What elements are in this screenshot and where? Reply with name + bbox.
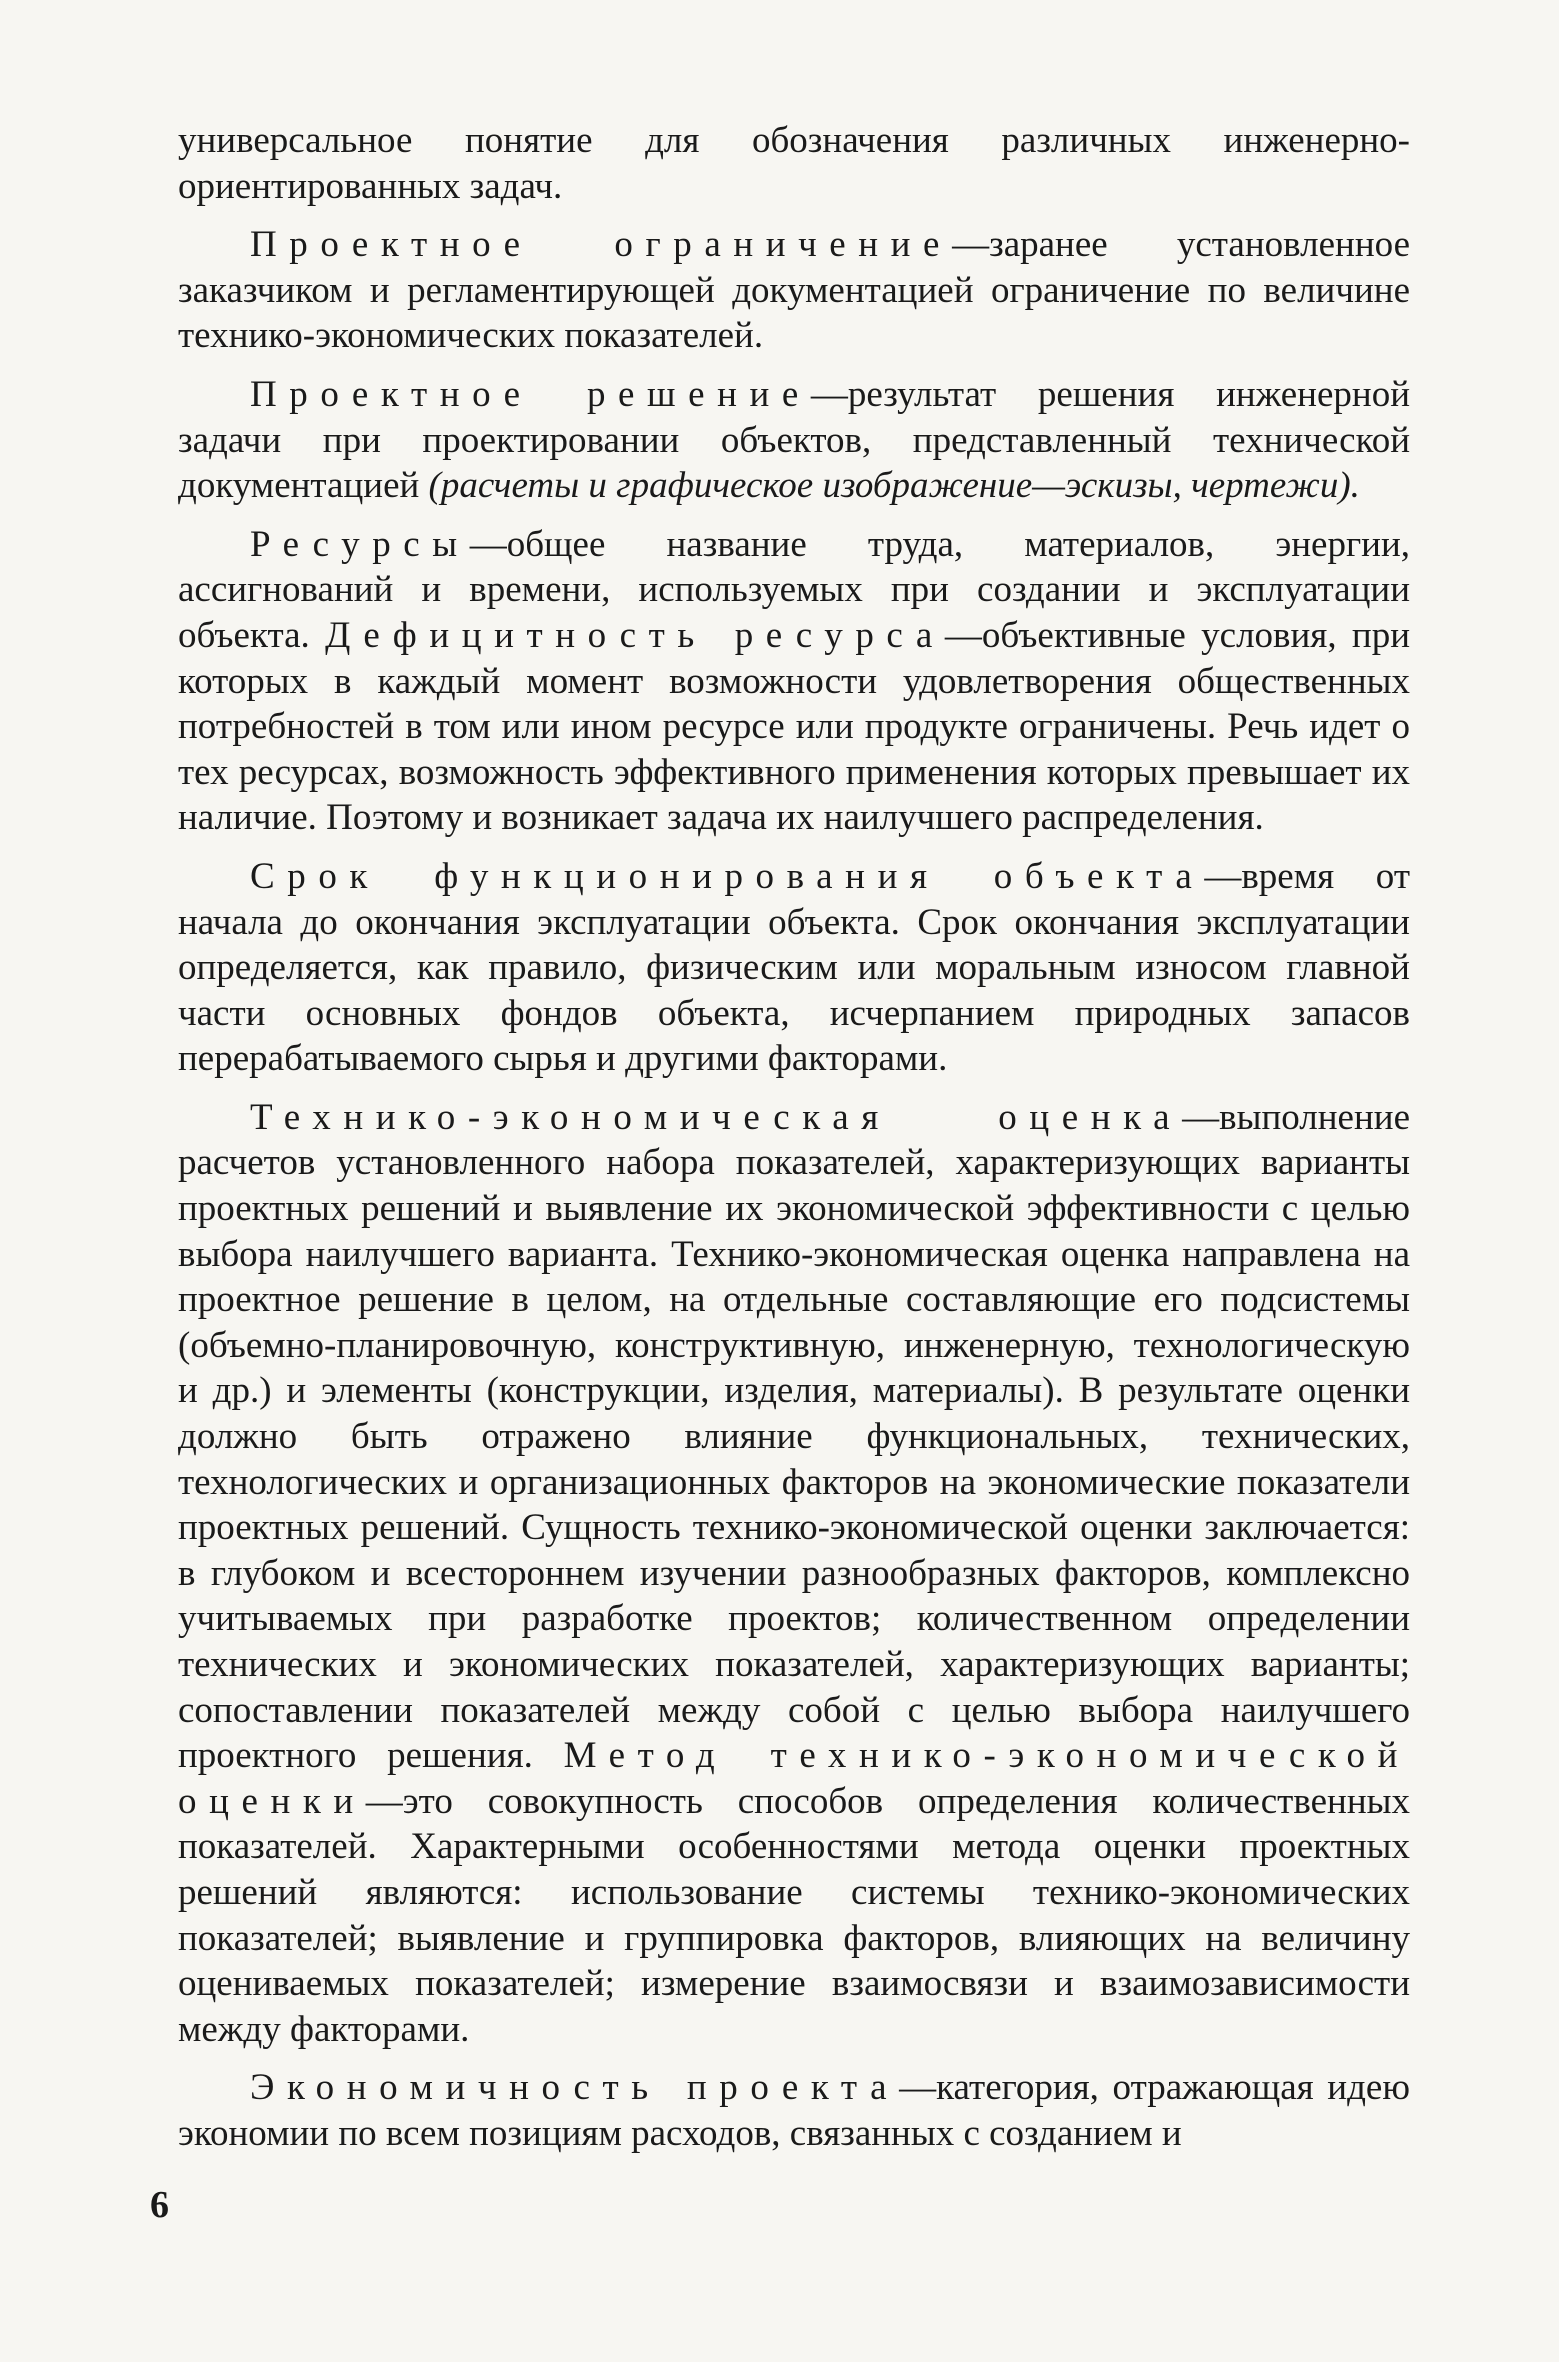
- note-project-solution: (расчеты и графическое изображение—эскизы, чертежи).: [428, 465, 1360, 507]
- term-project-solution: Проектное решение: [250, 373, 811, 415]
- page-text-column: [178, 118, 1410, 2170]
- paragraph-technical-economic-assessment: [178, 1095, 1410, 2052]
- term-project-economy: Экономичность проекта: [250, 2067, 900, 2109]
- term-resources: Ресурсы: [250, 523, 470, 565]
- definition-technical-economic-assessment: —выполнение расчетов установленного набора показателей, характеризующих варианты проектных решений и выявление их экономической эффективности с целью выбора наилучшего варианта. Технико-экономическая оценка направлена на проектное решение в целом, на отдельные составляющие его подсистемы (объемно-планировочную, конструктивную, инженерную, технологическую и др.) и элементы (конструкции, изделия, материалы). В результате оценки должно быть отражено влияние функциональных, технических, технологических и организационных факторов на экономические показатели проектных решений. Сущность технико-экономической оценки заключается: в глубоком и всестороннем изучении разнообразных факторов, комплексно учитываемых при разработке проектов; количественном определении технических и экономических показателей, характеризующих варианты; сопоставлении показателей между собой с целью выбора наилучшего проектного решения.: [178, 1096, 1410, 1777]
- paragraph-project-economy: [178, 2065, 1410, 2156]
- intro-text: универсальное понятие для обозначения различных инженерно-ориентированных задач.: [178, 120, 1410, 207]
- page-number: 6: [150, 2184, 169, 2226]
- definition-resource-deficit: —объективные условия, при которых в каждый момент возможности удовлетворения общественных потребностей в том или ином ресурсе или продукте ограничены. Речь идет о тех ресурсах, возможность эффективного применения которых превышает их наличие. Поэтому и возникает задача их наилучшего распределения.: [178, 614, 1410, 839]
- definition-project-solution: —результат решения инженерной задачи при проектировании объектов, представленный технической документацией: [178, 373, 1411, 507]
- term-service-life: Срок функционирования объекта: [250, 855, 1205, 897]
- definition-project-economy: —категория, отражающая идею экономии по всем позициям расходов, связанных с созданием и: [178, 2067, 1410, 2154]
- term-project-constraint: Проектное ограничение: [250, 224, 953, 266]
- paragraph-intro: [178, 118, 1410, 209]
- definition-service-life: —время от начала до окончания эксплуатации объекта. Срок окончания эксплуатации определяется, как правило, физическим или моральным износом главной части основных фондов объекта, исчерпанием природных запасов перерабатываемого сырья и другими факторами.: [178, 855, 1410, 1080]
- definition-assessment-method: —это совокупность способов определения количественных показателей. Характерными особенностями метода оценки проектных решений являются: использование системы технико-экономических показателей; выявление и группировка факторов, влияющих на величину оцениваемых показателей; измерение взаимосвязи и взаимозависимости между факторами.: [178, 1780, 1410, 2050]
- paragraph-project-constraint: [178, 222, 1410, 359]
- term-assessment-method: Метод технико-экономической оценки: [178, 1735, 1411, 1822]
- term-technical-economic-assessment: Технико-экономическая оценка: [250, 1096, 1183, 1138]
- term-resource-deficit: Дефицитность ресурса: [325, 614, 945, 656]
- definition-resources: —общее название труда, материалов, энергии, ассигнований и времени, используемых при создании и эксплуатации объекта.: [178, 523, 1410, 656]
- definition-project-constraint: —заранее установленное заказчиком и регламентирующей документацией ограничение по величине технико-экономических показателей.: [178, 224, 1410, 357]
- paragraph-resources: [178, 522, 1410, 841]
- paragraph-project-solution: [178, 372, 1410, 509]
- paragraph-service-life: [178, 854, 1410, 1082]
